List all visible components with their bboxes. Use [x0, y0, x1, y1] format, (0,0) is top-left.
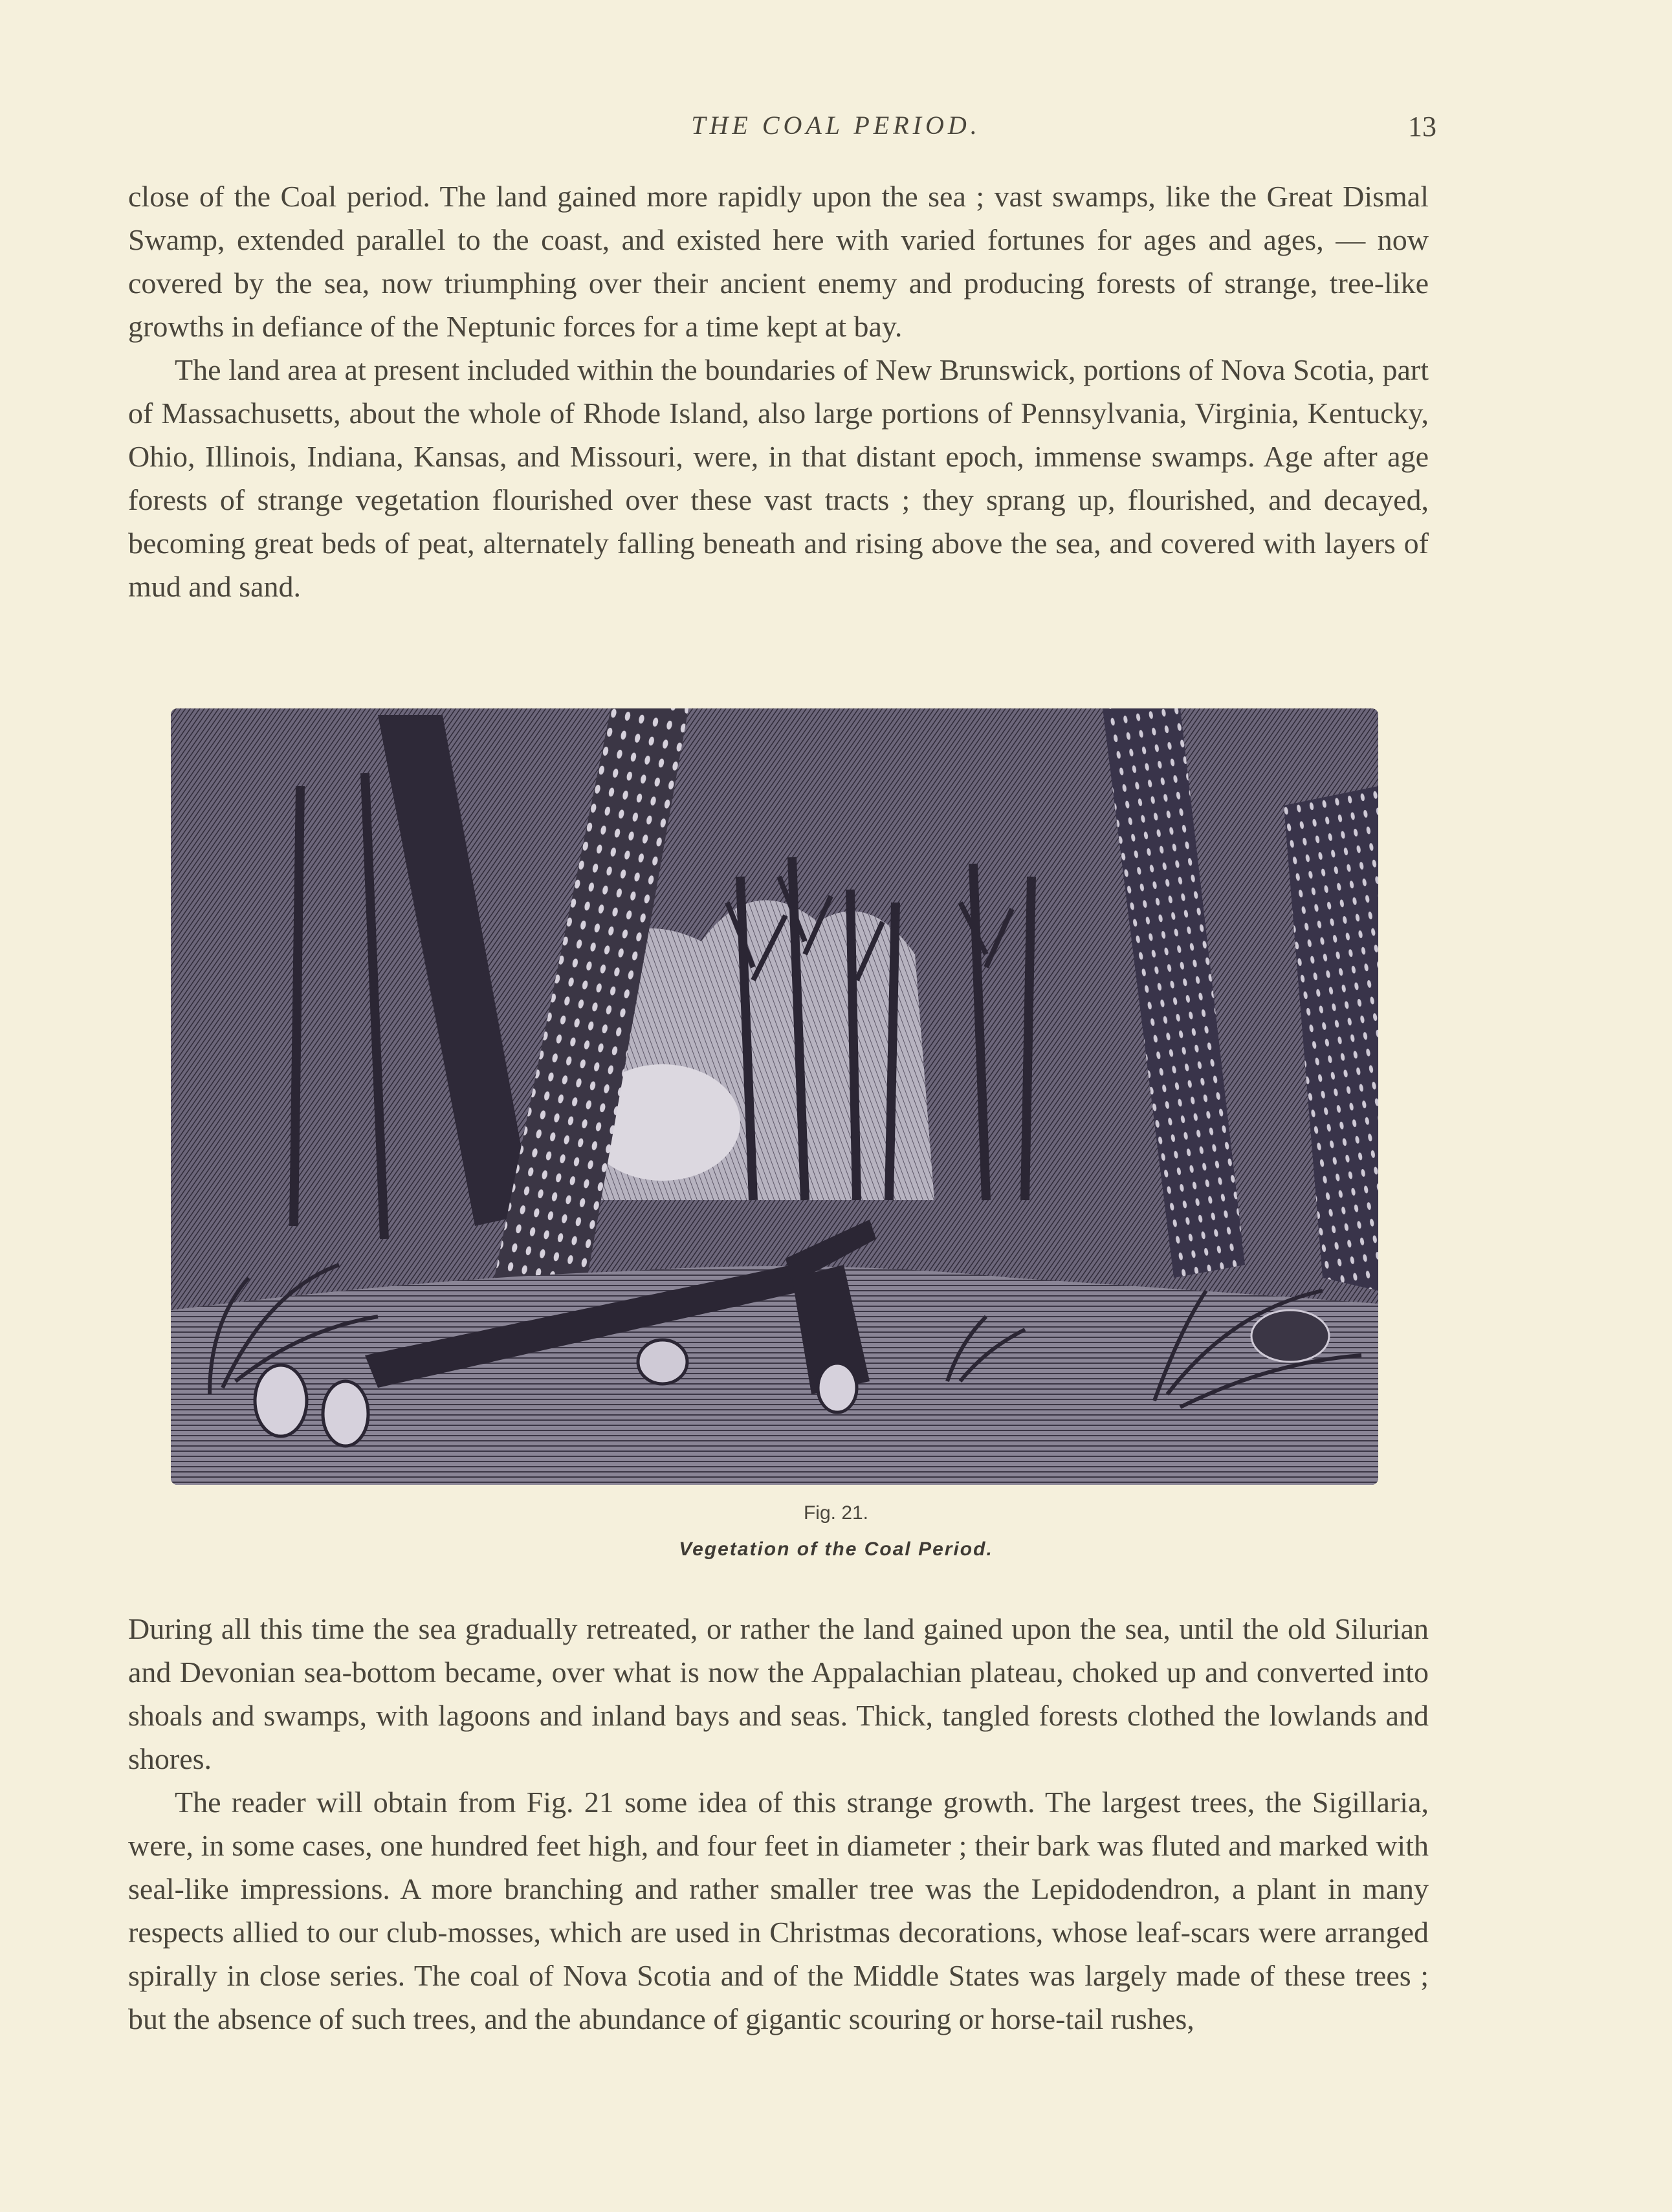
paragraph-sea-retreated: During all this time the sea gradually retreated, or rather the land gained upon the sea, until the old Silurian and Devonian sea-bottom became, over what is now the Appalachian plateau, choked up and converted into shoals and swamps, with lagoons and inland bays and seas. Thick, tangled forests clothed the lowlands and shores. [128, 1612, 1429, 1775]
coal-forest-engraving [171, 708, 1378, 1485]
running-head [0, 110, 1672, 149]
figure-illustration [171, 708, 1378, 1485]
figure-label: Fig. 21. [803, 1502, 869, 1524]
figure-caption: Vegetation of the Coal Period. [679, 1539, 993, 1560]
top-text-block [128, 175, 1429, 608]
paragraph-land-area: The land area at present included within the boundaries of New Brunswick, portions of Nova Scotia, part of Massachusetts, about the whole of Rhode Island, also large portions of Pennsylvania, Virginia, Kentucky, Ohio, Illinois, Indiana, Kansas, and Missouri, were, in that distant epoch, immense swamps. Age after age forests of strange vegetation flourished over these vast tracts ; they sprang up, flourished, and decayed, becoming great beds of peat, alternately falling beneath and rising above the sea, and covered with layers of mud and sand. [128, 353, 1429, 603]
running-title: THE COAL PERIOD. [691, 111, 981, 140]
bottom-text-block [128, 1607, 1429, 2041]
page-number: 13 [1408, 111, 1436, 142]
paragraph-coal-period-close: close of the Coal period. The land gained more rapidly upon the sea ; vast swamps, like the Great Dismal Swamp, extended parallel to the coast, and existed here with varied fortunes for ages and ages, — now covered by the sea, now triumphing over their ancient enemy and producing forests of strange, tree-like growths in defiance of the Neptunic forces for a time kept at bay. [128, 180, 1429, 343]
paragraph-strange-growth: The reader will obtain from Fig. 21 some idea of this strange growth. The largest trees, the Sigillaria, were, in some cases, one hundred feet high, and four feet in diameter ; their bark was fluted and marked with seal-like impressions. A more branching and rather smaller tree was the Lepidodendron, a plant in many respects allied to our club-mosses, which are used in Christmas decorations, whose leaf-scars were arranged spirally in close series. The coal of Nova Scotia and of the Middle States was largely made of these trees ; but the absence of such trees, and the abundance of gigantic scouring or horse-tail rushes, [128, 1786, 1429, 2035]
